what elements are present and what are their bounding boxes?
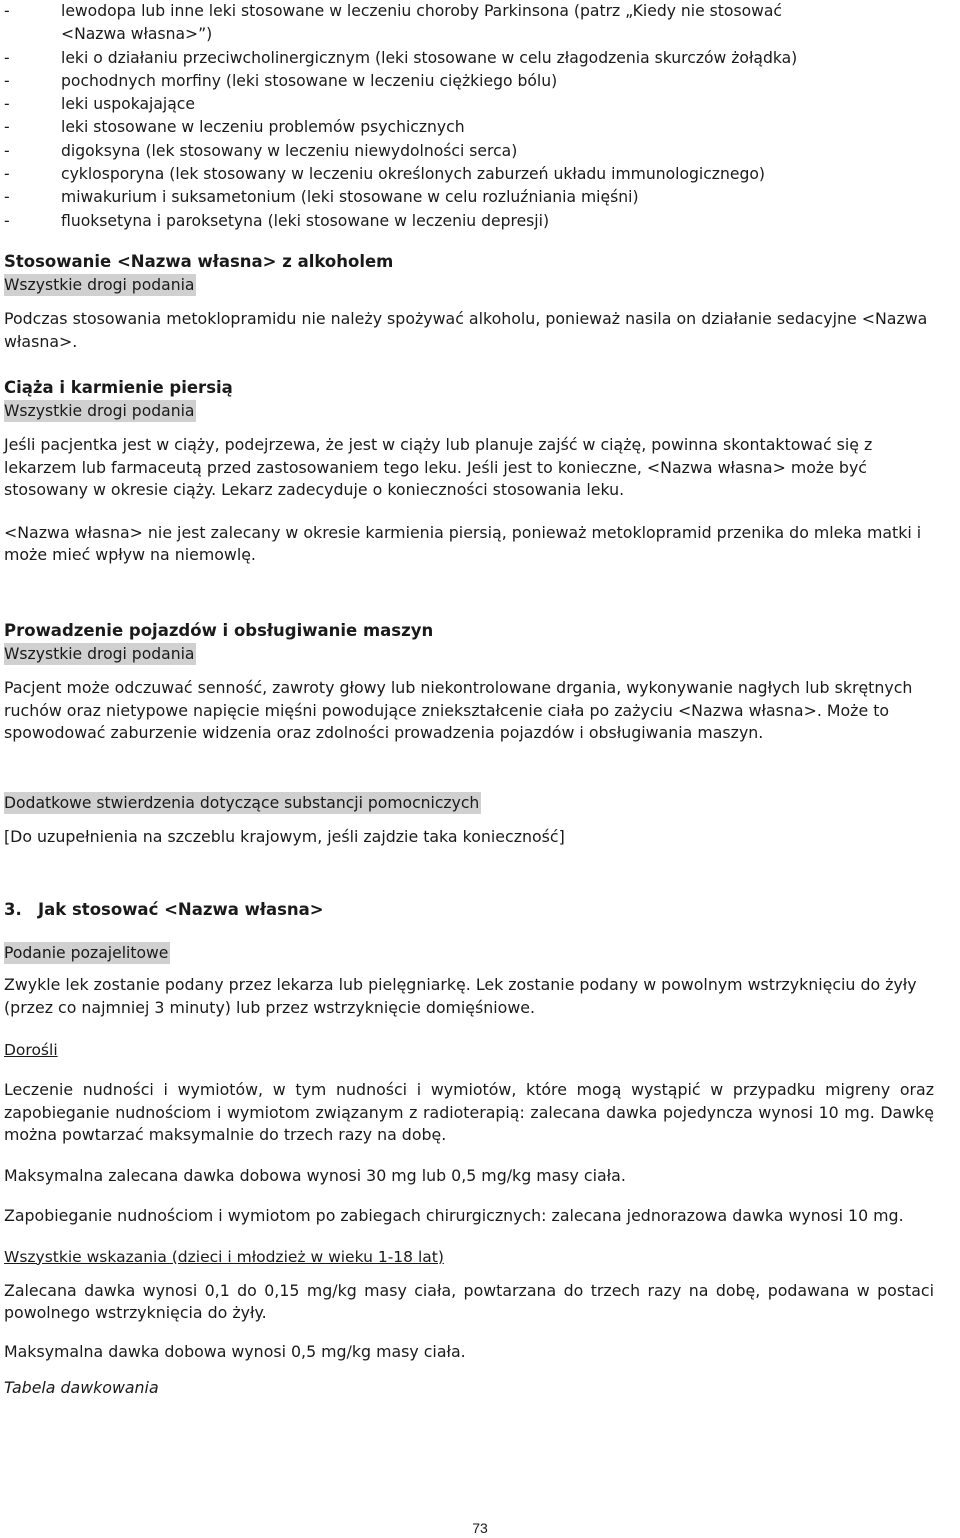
- excipients-text: [Do uzupełnienia na szczeblu krajowym, jeśli zajdzie taka konieczność]: [4, 827, 565, 846]
- children-text-1: Zalecana dawka wynosi 0,1 do 0,15 mg/kg masy ciała, powtarzana do trzech razy na dobę, podawana w postaci powolnego wstrzyknięcia do żyły.: [4, 1280, 934, 1322]
- adults-text-1: Leczenie nudności i wymiotów, w tym nudności i wymiotów, które mogą wystąpić w przypadku migreny oraz zapobieganie nudnościom i wymiotom związanym z radioterapią: zalecana dawka pojedyncza wynosi 10 mg. Dawkę można powtarzać maksymalnie do trzech razy na dobę.: [4, 1080, 934, 1144]
- administration-text: Zwykle lek zostanie podany przez lekarza lub pielęgniarkę. Lek zostanie podany w powolnym wstrzyknięciu do żyły (przez co najmniej 3 minuty) lub przez wstrzyknięcie domięśniowe.: [4, 975, 917, 1017]
- adults-text-2: Maksymalna zalecana dawka dobowa wynosi 30 mg lub 0,5 mg/kg masy ciała.: [4, 1165, 626, 1185]
- driving-section: [4, 619, 934, 745]
- pregnancy-text-1: Jeśli pacjentka jest w ciąży, podejrzewa, że jest w ciąży lub planuje zajść w ciążę, powinna skontaktować się z lekarzem lub farmaceutą przed zastosowaniem tego leku. Jeśli jest to konieczne, <Nazwa własna> może być stosowany w okresie ciąży. Lekarz zadecyduje o konieczności stosowania leku.: [4, 435, 873, 499]
- list-item: - leki o działaniu przeciwcholinergicznym (leki stosowane w celu złagodzenia skurczów żołądka): [4, 48, 798, 67]
- list-item: - lewodopa lub inne leki stosowane w leczeniu choroby Parkinsona (patrz „Kiedy nie stosować <Nazwa własna>”): [4, 2, 782, 44]
- adults-label: Dorośli: [4, 1041, 58, 1059]
- driving-text: Pacjent może odczuwać senność, zawroty głowy lub niekontrolowane drgania, wykonywanie nagłych lub skrętnych ruchów oraz nietypowe napięcie mięśni powodujące zniekształcenie ciała po zażyciu <Nazwa własna>. Może to spowodować zaburzenie widzenia oraz zdolności prowadzenia pojazdów i obsługiwania maszyn.: [4, 678, 913, 742]
- list-item: - fluoksetyna i paroksetyna (leki stosowane w leczeniu depresji): [4, 211, 550, 230]
- children-label: Wszystkie wskazania (dzieci i młodzież w wieku 1-18 lat): [4, 1247, 444, 1266]
- section-title: Jak stosować <Nazwa własna>: [38, 900, 324, 919]
- list-item: - leki stosowane w leczeniu problemów psychicznych: [4, 118, 465, 137]
- section-3: [4, 898, 934, 1400]
- adults-text-3: Zapobieganie nudnościom i wymiotom po zabiegach chirurgicznych: zalecana jednorazowa dawka wynosi 10 mg.: [4, 1206, 904, 1225]
- excipients-tag: Dodatkowe stwierdzenia dotyczące substancji pomocniczych: [4, 794, 480, 812]
- route-tag: Wszystkie drogi podania: [4, 276, 195, 294]
- route-tag: Wszystkie drogi podania: [4, 645, 195, 663]
- pregnancy-section: [4, 376, 934, 567]
- section-3-heading: [4, 898, 934, 922]
- alcohol-heading: Stosowanie <Nazwa własna> z alkoholem: [4, 252, 394, 271]
- alcohol-text: Podczas stosowania metoklopramidu nie należy spożywać alkoholu, ponieważ nasila on działanie sedacyjne <Nazwa własna>.: [4, 309, 928, 351]
- list-item: - leki uspokajające: [4, 95, 195, 114]
- list-item: - digoksyna (lek stosowany w leczeniu niewydolności serca): [4, 141, 518, 160]
- list-item: - miwakurium i suksametonium (leki stosowane w celu rozluźniania mięśni): [4, 188, 639, 207]
- list-item: - pochodnych morfiny (leki stosowane w leczeniu ciężkiego bólu): [4, 71, 558, 90]
- interaction-list: [4, 0, 954, 233]
- pregnancy-text-2: <Nazwa własna> nie jest zalecany w okresie karmienia piersią, ponieważ metoklopramid przenika do mleka matki i może mieć wpływ na niemowlę.: [4, 522, 922, 564]
- list-item: - cyklosporyna (lek stosowany w leczeniu określonych zaburzeń układu immunologicznego): [4, 165, 765, 184]
- parenteral-tag: Podanie pozajelitowe: [4, 944, 169, 962]
- alcohol-section: [4, 250, 934, 353]
- driving-heading: Prowadzenie pojazdów i obsługiwanie maszyn: [4, 621, 434, 640]
- dosage-table-label: Tabela dawkowania: [4, 1378, 159, 1397]
- pregnancy-heading: Ciąża i karmienie piersią: [4, 378, 233, 397]
- route-tag: Wszystkie drogi podania: [4, 402, 195, 420]
- children-text-2: Maksymalna dawka dobowa wynosi 0,5 mg/kg masy ciała.: [4, 1341, 466, 1361]
- section-number: 3.: [4, 900, 22, 919]
- page-number: 73: [472, 1520, 488, 1536]
- excipients-section: [4, 792, 934, 849]
